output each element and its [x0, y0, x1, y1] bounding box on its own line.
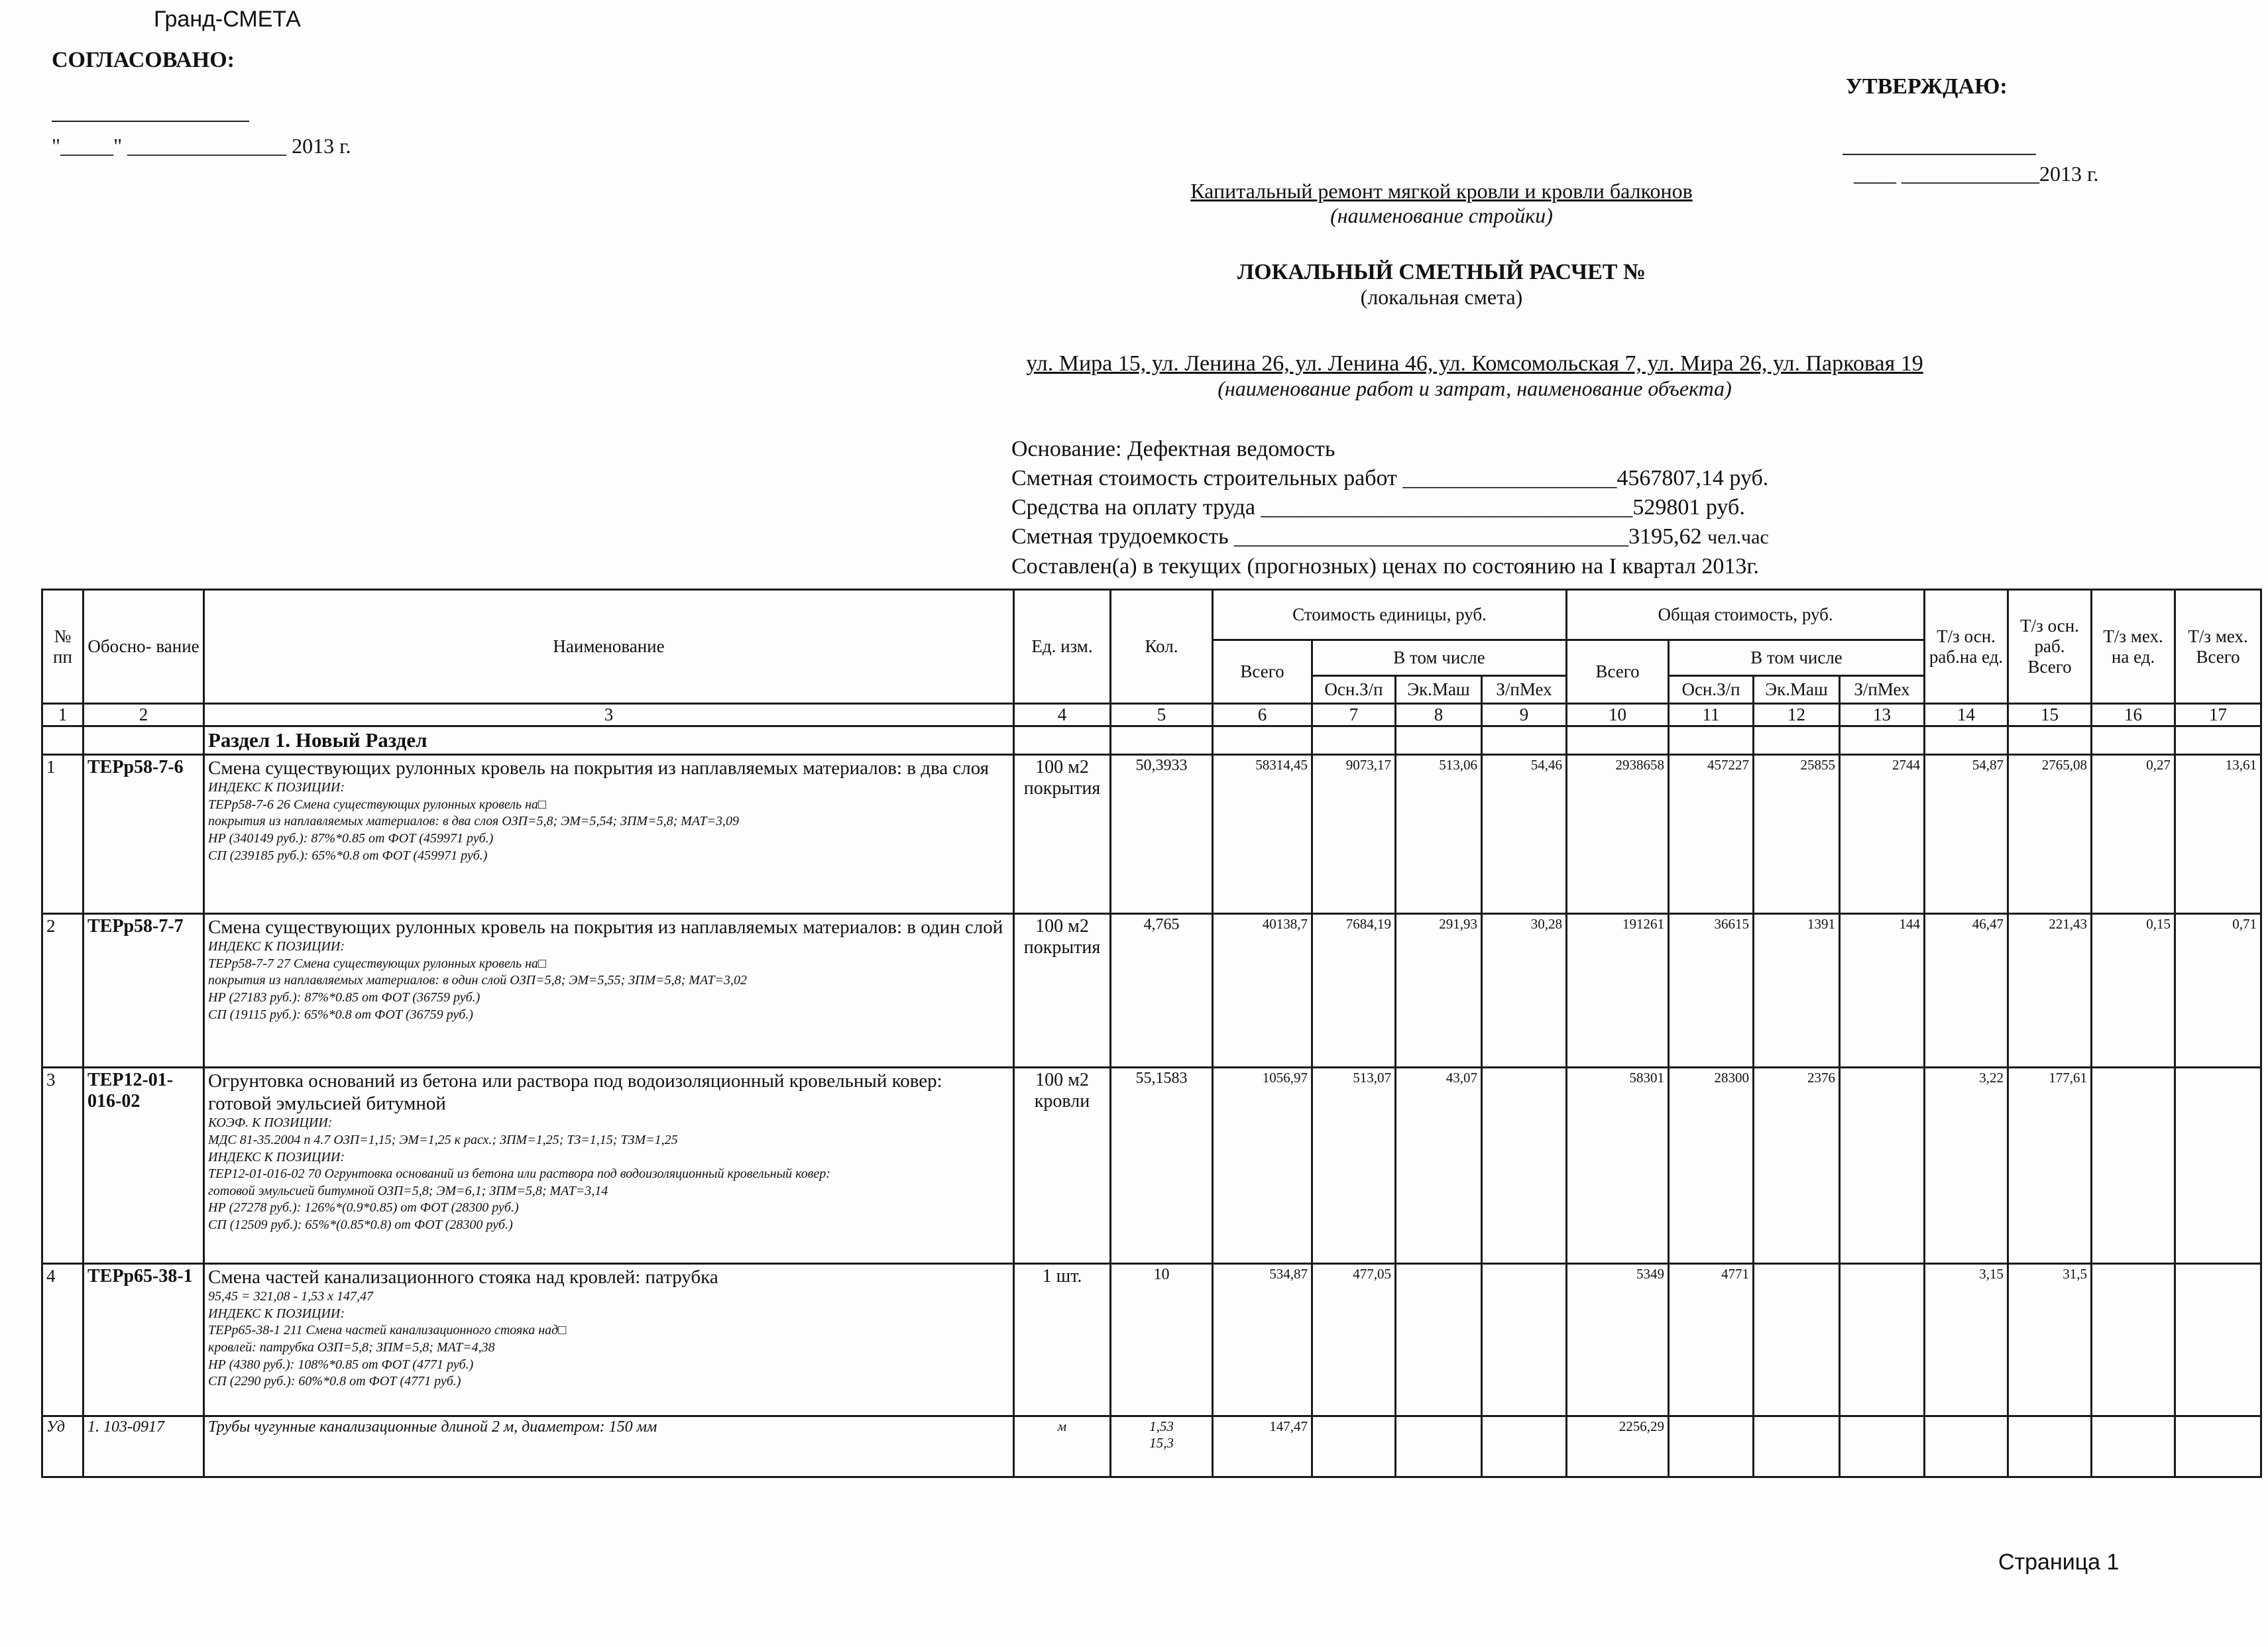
- row-detail: СП (12509 руб.): 65%*(0.85*0.8) от ФОТ (28300 руб.): [208, 1218, 513, 1232]
- approve-date: ____ _____________2013 г.: [1854, 162, 2099, 186]
- row-detail: НР (4380 руб.): 108%*0.85 от ФОТ (4771 руб.): [208, 1357, 474, 1372]
- col-tz-osn-unit: Т/з осн. раб.на ед.: [1925, 590, 2008, 704]
- row-unit: 1 шт.: [1014, 1264, 1111, 1416]
- col-tz-osn-total: Т/з осн. раб. Всего: [2008, 590, 2092, 704]
- project-name: Капитальный ремонт мягкой кровли и кровли балконов: [1190, 179, 1693, 203]
- row-detail: НР (27278 руб.): 126%*(0.9*0.85) от ФОТ (28300 руб.): [208, 1200, 519, 1216]
- row-value: 2376: [1754, 1068, 1840, 1264]
- column-number: 3: [204, 704, 1014, 726]
- object-name: ул. Мира 15, ул. Ленина 26, ул. Ленина 46, ул. Комсомольская 7, ул. Мира 26, ул. Парковая 19: [1026, 351, 1923, 376]
- row-detail: ИНДЕКС К ПОЗИЦИИ:: [208, 780, 345, 795]
- row-number: 3: [42, 1068, 84, 1264]
- labor-value: 3195,62: [1628, 524, 1702, 549]
- row-detail: ТЕРр65-38-1 211 Смена частей канализационного стояка над□: [208, 1323, 567, 1338]
- row-number: 4: [42, 1264, 84, 1416]
- material-name: Трубы чугунные канализационные длиной 2 м, диаметром: 150 мм: [204, 1416, 1014, 1477]
- row-value: 3,15: [1925, 1264, 2008, 1416]
- row-value: 477,05: [1312, 1264, 1396, 1416]
- col-unit-zpmeh: З/пМех: [1482, 676, 1567, 704]
- material-unit: м: [1014, 1416, 1111, 1477]
- row-value: [1840, 1264, 1925, 1416]
- header-row: [42, 590, 2261, 640]
- row-value: 58314,45: [1213, 755, 1312, 914]
- row-value: 0,71: [2175, 914, 2261, 1068]
- material-total: 2256,29: [1567, 1416, 1669, 1477]
- row-value: 28300: [1669, 1068, 1754, 1264]
- approve-label: УТВЕРЖДАЮ:: [1846, 74, 2008, 99]
- column-number: 15: [2008, 704, 2092, 726]
- row-detail: ИНДЕКС К ПОЗИЦИИ:: [208, 1306, 345, 1321]
- row-detail: кровлей: патрубка ОЗП=5,8; ЗПМ=5,8; МАТ=4,38: [208, 1340, 495, 1355]
- column-number: 7: [1312, 704, 1396, 726]
- col-name: Наименование: [204, 590, 1014, 704]
- row-value: 36615: [1669, 914, 1754, 1068]
- col-tz-meh-total: Т/з мех. Всего: [2175, 590, 2261, 704]
- col-unit-total: Всего: [1213, 640, 1312, 704]
- column-number-row: [42, 704, 2261, 726]
- document-title: ЛОКАЛЬНЫЙ СМЕТНЫЙ РАСЧЕТ №: [1237, 260, 1646, 284]
- material-qty-cell: [1111, 1416, 1213, 1477]
- row-value: 534,87: [1213, 1264, 1312, 1416]
- row-number: 1: [42, 755, 84, 914]
- row-value: 1391: [1754, 914, 1840, 1068]
- row-value: 513,06: [1396, 755, 1482, 914]
- row-name: Смена частей канализационного стояка над кровлей: патрубка: [208, 1267, 718, 1288]
- row-detail: 95,45 = 321,08 - 1,53 x 147,47: [208, 1289, 374, 1304]
- agreed-signature-line: [52, 121, 249, 122]
- table-row: [42, 914, 2261, 1068]
- row-value: 221,43: [2008, 914, 2092, 1068]
- column-number: 17: [2175, 704, 2261, 726]
- col-unit-osn: Осн.З/п: [1312, 676, 1396, 704]
- row-value: 0,15: [2092, 914, 2175, 1068]
- row-number: 2: [42, 914, 84, 1068]
- row-detail: ИНДЕКС К ПОЗИЦИИ:: [208, 1149, 345, 1164]
- row-name-cell: [204, 914, 1014, 1068]
- row-value: 3,22: [1925, 1068, 2008, 1264]
- row-detail: МДС 81-35.2004 п 4.7 ОЗП=1,15; ЭМ=1,25 к расх.; ЗПМ=1,25; ТЗ=1,15; ТЗМ=1,25: [208, 1133, 678, 1148]
- col-unit: Ед. изм.: [1014, 590, 1111, 704]
- row-detail: ТЕРр58-7-7 27 Смена существующих рулонных кровель на□: [208, 956, 547, 971]
- col-tz-meh-unit: Т/з мех. на ед.: [2092, 590, 2175, 704]
- row-code: ТЕРр58-7-6: [84, 755, 204, 914]
- column-number: 14: [1925, 704, 2008, 726]
- row-name: Смена существующих рулонных кровель на покрытия из наплавляемых материалов: в два слоя: [208, 758, 990, 779]
- row-detail: готовой эмульсией битумной ОЗП=5,8; ЭМ=6,1; ЗПМ=5,8; МАТ=3,14: [208, 1183, 608, 1198]
- program-name: Гранд-СМЕТА: [154, 7, 301, 32]
- row-value: 54,46: [1482, 755, 1567, 914]
- row-unit: 100 м2 покрытия: [1014, 914, 1111, 1068]
- row-value: 191261: [1567, 914, 1669, 1068]
- row-value: 1056,97: [1213, 1068, 1312, 1264]
- row-value: [1754, 1264, 1840, 1416]
- row-detail: ТЕР12-01-016-02 70 Огрунтовка оснований из бетона или раствора под водоизоляционный кровельный ковер:: [208, 1166, 830, 1182]
- col-total-zpmeh: З/пМех: [1840, 676, 1925, 704]
- col-grand-total: Всего: [1567, 640, 1669, 704]
- row-value: 2744: [1840, 755, 1925, 914]
- col-basis: Обосно- вание: [84, 590, 204, 704]
- column-number: 13: [1840, 704, 1925, 726]
- row-name-cell: [204, 755, 1014, 914]
- row-value: 177,61: [2008, 1068, 2092, 1264]
- table-row: [42, 755, 2261, 914]
- col-total-incl: В том числе: [1669, 640, 1925, 676]
- row-value: 43,07: [1396, 1068, 1482, 1264]
- table-row: [42, 1068, 2261, 1264]
- row-value: [1396, 1264, 1482, 1416]
- row-value: 25855: [1754, 755, 1840, 914]
- row-value: [1482, 1264, 1567, 1416]
- row-value: 31,5: [2008, 1264, 2092, 1416]
- row-unit: 100 м2 покрытия: [1014, 755, 1111, 914]
- row-detail: НР (340149 руб.): 87%*0.85 от ФОТ (459971 руб.): [208, 831, 494, 846]
- row-value: 457227: [1669, 755, 1754, 914]
- row-value: 2938658: [1567, 755, 1669, 914]
- section-title: Раздел 1. Новый Раздел: [204, 726, 1014, 755]
- column-number: 4: [1014, 704, 1111, 726]
- row-value: [1840, 1068, 1925, 1264]
- col-total-osn: Осн.З/п: [1669, 676, 1754, 704]
- row-value: [2092, 1068, 2175, 1264]
- row-value: 13,61: [2175, 755, 2261, 914]
- row-qty: 50,3933: [1111, 755, 1213, 914]
- row-detail: покрытия из наплавляемых материалов: в один слой ОЗП=5,8; ЭМ=5,55; ЗПМ=5,8; МАТ=3,02: [208, 973, 748, 988]
- col-num: № пп: [42, 590, 84, 704]
- row-name: Смена существующих рулонных кровель на покрытия из наплавляемых материалов: в один слой: [208, 917, 1003, 938]
- row-value: 30,28: [1482, 914, 1567, 1068]
- wage-line: Средства на оплату труда _________________________________529801 руб.: [1011, 495, 1745, 520]
- object-caption: (наименование работ и затрат, наименование объекта): [1218, 376, 1732, 400]
- column-number: 11: [1669, 704, 1754, 726]
- row-qty: 4,765: [1111, 914, 1213, 1068]
- section-row: [42, 726, 2261, 755]
- row-name-cell: [204, 1068, 1014, 1264]
- agreed-label: СОГЛАСОВАНО:: [52, 48, 235, 72]
- column-number: 16: [2092, 704, 2175, 726]
- row-value: 4771: [1669, 1264, 1754, 1416]
- col-unit-incl: В том числе: [1312, 640, 1567, 676]
- material-qty: 1,53: [1149, 1418, 1174, 1434]
- row-value: [1482, 1068, 1567, 1264]
- row-code: ТЕРр65-38-1: [84, 1264, 204, 1416]
- col-unit-ekmash: Эк.Маш: [1396, 676, 1482, 704]
- column-number: 2: [84, 704, 204, 726]
- row-value: 58301: [1567, 1068, 1669, 1264]
- column-number: 8: [1396, 704, 1482, 726]
- project-name-caption: (наименование стройки): [1330, 203, 1553, 227]
- column-number: 12: [1754, 704, 1840, 726]
- row-code: ТЕРр58-7-7: [84, 914, 204, 1068]
- col-total-cost: Общая стоимость, руб.: [1567, 590, 1925, 640]
- row-value: [2092, 1264, 2175, 1416]
- row-value: 40138,7: [1213, 914, 1312, 1068]
- estimate-table: [41, 589, 2262, 1478]
- col-qty: Кол.: [1111, 590, 1213, 704]
- table-row: [42, 1264, 2261, 1416]
- row-detail: КОЭФ. К ПОЗИЦИИ:: [208, 1115, 333, 1131]
- row-qty: 55,1583: [1111, 1068, 1213, 1264]
- column-number: 5: [1111, 704, 1213, 726]
- column-number: 1: [42, 704, 84, 726]
- row-qty: 10: [1111, 1264, 1213, 1416]
- material-row: [42, 1416, 2261, 1477]
- row-name-cell: [204, 1264, 1014, 1416]
- column-number: 10: [1567, 704, 1669, 726]
- column-number: 9: [1482, 704, 1567, 726]
- row-detail: покрытия из наплавляемых материалов: в два слоя ОЗП=5,8; ЭМ=5,54; ЗПМ=5,8; МАТ=3,09: [208, 814, 739, 829]
- row-value: 46,47: [1925, 914, 2008, 1068]
- row-code: ТЕР12-01-016-02: [84, 1068, 204, 1264]
- row-value: [2175, 1264, 2261, 1416]
- document-subtitle: (локальная смета): [1360, 285, 1523, 309]
- material-mark: Уд: [42, 1416, 84, 1477]
- material-code: 1. 103-0917: [84, 1416, 204, 1477]
- row-value: 513,07: [1312, 1068, 1396, 1264]
- row-value: 9073,17: [1312, 755, 1396, 914]
- material-qty-total: 15,3: [1149, 1435, 1174, 1451]
- basis-line: Основание: Дефектная ведомость: [1011, 437, 1335, 461]
- row-value: 291,93: [1396, 914, 1482, 1068]
- row-value: [2175, 1068, 2261, 1264]
- row-detail: НР (27183 руб.): 87%*0.85 от ФОТ (36759 руб.): [208, 990, 481, 1005]
- row-detail: СП (19115 руб.): 65%*0.8 от ФОТ (36759 руб.): [208, 1007, 473, 1022]
- row-name: Огрунтовка оснований из бетона или раствора под водоизоляционный кровельный ковер: готовой эмульсией битумной: [208, 1070, 942, 1115]
- labor-line: Сметная трудоемкость ___________________________________3195,62 чел.час: [1011, 524, 1769, 549]
- row-detail: СП (2290 руб.): 60%*0.8 от ФОТ (4771 руб.): [208, 1374, 461, 1389]
- row-value: 54,87: [1925, 755, 2008, 914]
- page-number: Страница 1: [1998, 1550, 2120, 1575]
- agreed-date: "_____" _______________ 2013 г.: [52, 134, 351, 158]
- material-price: 147,47: [1213, 1416, 1312, 1477]
- col-total-ekmash: Эк.Маш: [1754, 676, 1840, 704]
- row-detail: ИНДЕКС К ПОЗИЦИИ:: [208, 939, 345, 954]
- col-unit-cost: Стоимость единицы, руб.: [1213, 590, 1567, 640]
- wage-value: 529801: [1632, 495, 1701, 520]
- estimate-summary: [1011, 435, 1769, 581]
- cost-line: Сметная стоимость строительных работ ___________________4567807,14 руб.: [1011, 466, 1769, 490]
- row-detail: СП (239185 руб.): 65%*0.8 от ФОТ (459971 руб.): [208, 848, 488, 863]
- compiled-line: Составлен(а) в текущих (прогнозных) ценах по состоянию на I квартал 2013г.: [1011, 554, 1760, 579]
- cost-value: 4567807,14: [1616, 466, 1724, 490]
- row-value: 7684,19: [1312, 914, 1396, 1068]
- row-value: 144: [1840, 914, 1925, 1068]
- column-number: 6: [1213, 704, 1312, 726]
- row-detail: ТЕРр58-7-6 26 Смена существующих рулонных кровель на□: [208, 797, 547, 812]
- row-unit: 100 м2 кровли: [1014, 1068, 1111, 1264]
- row-value: 0,27: [2092, 755, 2175, 914]
- row-value: 5349: [1567, 1264, 1669, 1416]
- approve-signature-line: [1843, 154, 2036, 155]
- row-value: 2765,08: [2008, 755, 2092, 914]
